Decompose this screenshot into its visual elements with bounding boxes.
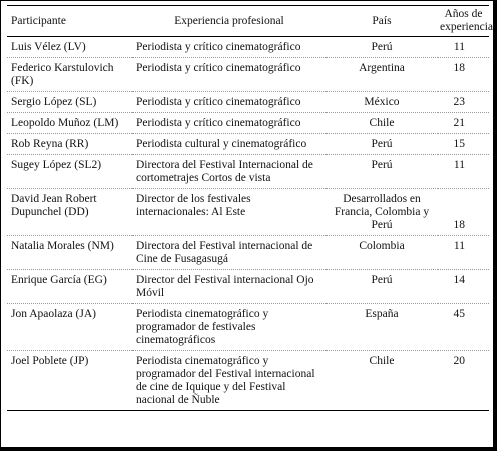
- table-row: [7, 236, 489, 270]
- cell-experience: Periodista cinematográfico y programador de festivales cinematográficos: [132, 304, 326, 351]
- cell-country: Perú: [326, 37, 438, 58]
- header-years: Años de experiencia: [438, 6, 489, 37]
- cell-country: Argentina: [326, 58, 438, 92]
- cell-experience: Director de los festivales internacionales: Al Este: [132, 189, 326, 236]
- table-row: [7, 189, 489, 236]
- cell-participant: Leopoldo Muñoz (LM): [7, 113, 132, 134]
- cell-country: Perú: [326, 155, 438, 189]
- table-row: [7, 304, 489, 351]
- cell-years: 21: [438, 113, 489, 134]
- cell-participant: Natalia Morales (NM): [7, 236, 132, 270]
- cell-participant: Luis Vélez (LV): [7, 37, 132, 58]
- cell-experience: Periodista y crítico cinematográfico: [132, 37, 326, 58]
- table-row: [7, 134, 489, 155]
- header-experience: Experiencia profesional: [132, 6, 326, 37]
- cell-years: 14: [438, 270, 489, 304]
- cell-participant: Joel Poblete (JP): [7, 351, 132, 411]
- cell-experience: Directora del Festival internacional de Cine de Fusagasugá: [132, 236, 326, 270]
- cell-country: Colombia: [326, 236, 438, 270]
- participants-table: [7, 5, 493, 411]
- cell-country: Perú: [326, 270, 438, 304]
- table-row: [7, 270, 489, 304]
- cell-years: 11: [438, 155, 489, 189]
- cell-participant: David Jean Robert Dupunchel (DD): [7, 189, 132, 236]
- table-row: [7, 155, 489, 189]
- table-row: [7, 58, 489, 92]
- cell-experience: Directora del Festival Internacional de cortometrajes Cortos de vista: [132, 155, 326, 189]
- table-body: [7, 37, 489, 411]
- cell-participant: Federico Karstulovich (FK): [7, 58, 132, 92]
- cell-years: 18: [438, 189, 489, 236]
- cell-country: España: [326, 304, 438, 351]
- cell-experience: Periodista y crítico cinematográfico: [132, 58, 326, 92]
- cell-years: 20: [438, 351, 489, 411]
- cell-years: 11: [438, 236, 489, 270]
- cell-years: 23: [438, 92, 489, 113]
- cell-country: Chile: [326, 113, 438, 134]
- table-row: [7, 37, 489, 58]
- header-country: País: [326, 6, 438, 37]
- cell-experience: Director del Festival internacional Ojo Móvil: [132, 270, 326, 304]
- cell-experience: Periodista cinematográfico y programador del Festival internacional de cine de Iquique y del Festival nacional de Ñuble: [132, 351, 326, 411]
- cell-participant: Jon Apaolaza (JA): [7, 304, 132, 351]
- cell-country: Chile: [326, 351, 438, 411]
- cell-participant: Rob Reyna (RR): [7, 134, 132, 155]
- cell-country: Perú: [326, 134, 438, 155]
- cell-participant: Sugey López (SL2): [7, 155, 132, 189]
- cell-participant: Sergio López (SL): [7, 92, 132, 113]
- cell-years: 11: [438, 37, 489, 58]
- table-row: [7, 113, 489, 134]
- cell-country: Desarrollados en Francia, Colombia y Perú: [326, 189, 438, 236]
- header-row: [7, 6, 489, 37]
- cell-years: 45: [438, 304, 489, 351]
- cell-years: 18: [438, 58, 489, 92]
- cell-participant: Enrique García (EG): [7, 270, 132, 304]
- header-participant: Participante: [7, 6, 132, 37]
- table-row: [7, 92, 489, 113]
- cell-experience: Periodista cultural y cinematográfico: [132, 134, 326, 155]
- cell-experience: Periodista y crítico cinematográfico: [132, 92, 326, 113]
- table-row: [7, 351, 489, 411]
- cell-experience: Periodista y crítico cinematográfico: [132, 113, 326, 134]
- cell-years: 15: [438, 134, 489, 155]
- table-header: [7, 6, 493, 37]
- cell-country: México: [326, 92, 438, 113]
